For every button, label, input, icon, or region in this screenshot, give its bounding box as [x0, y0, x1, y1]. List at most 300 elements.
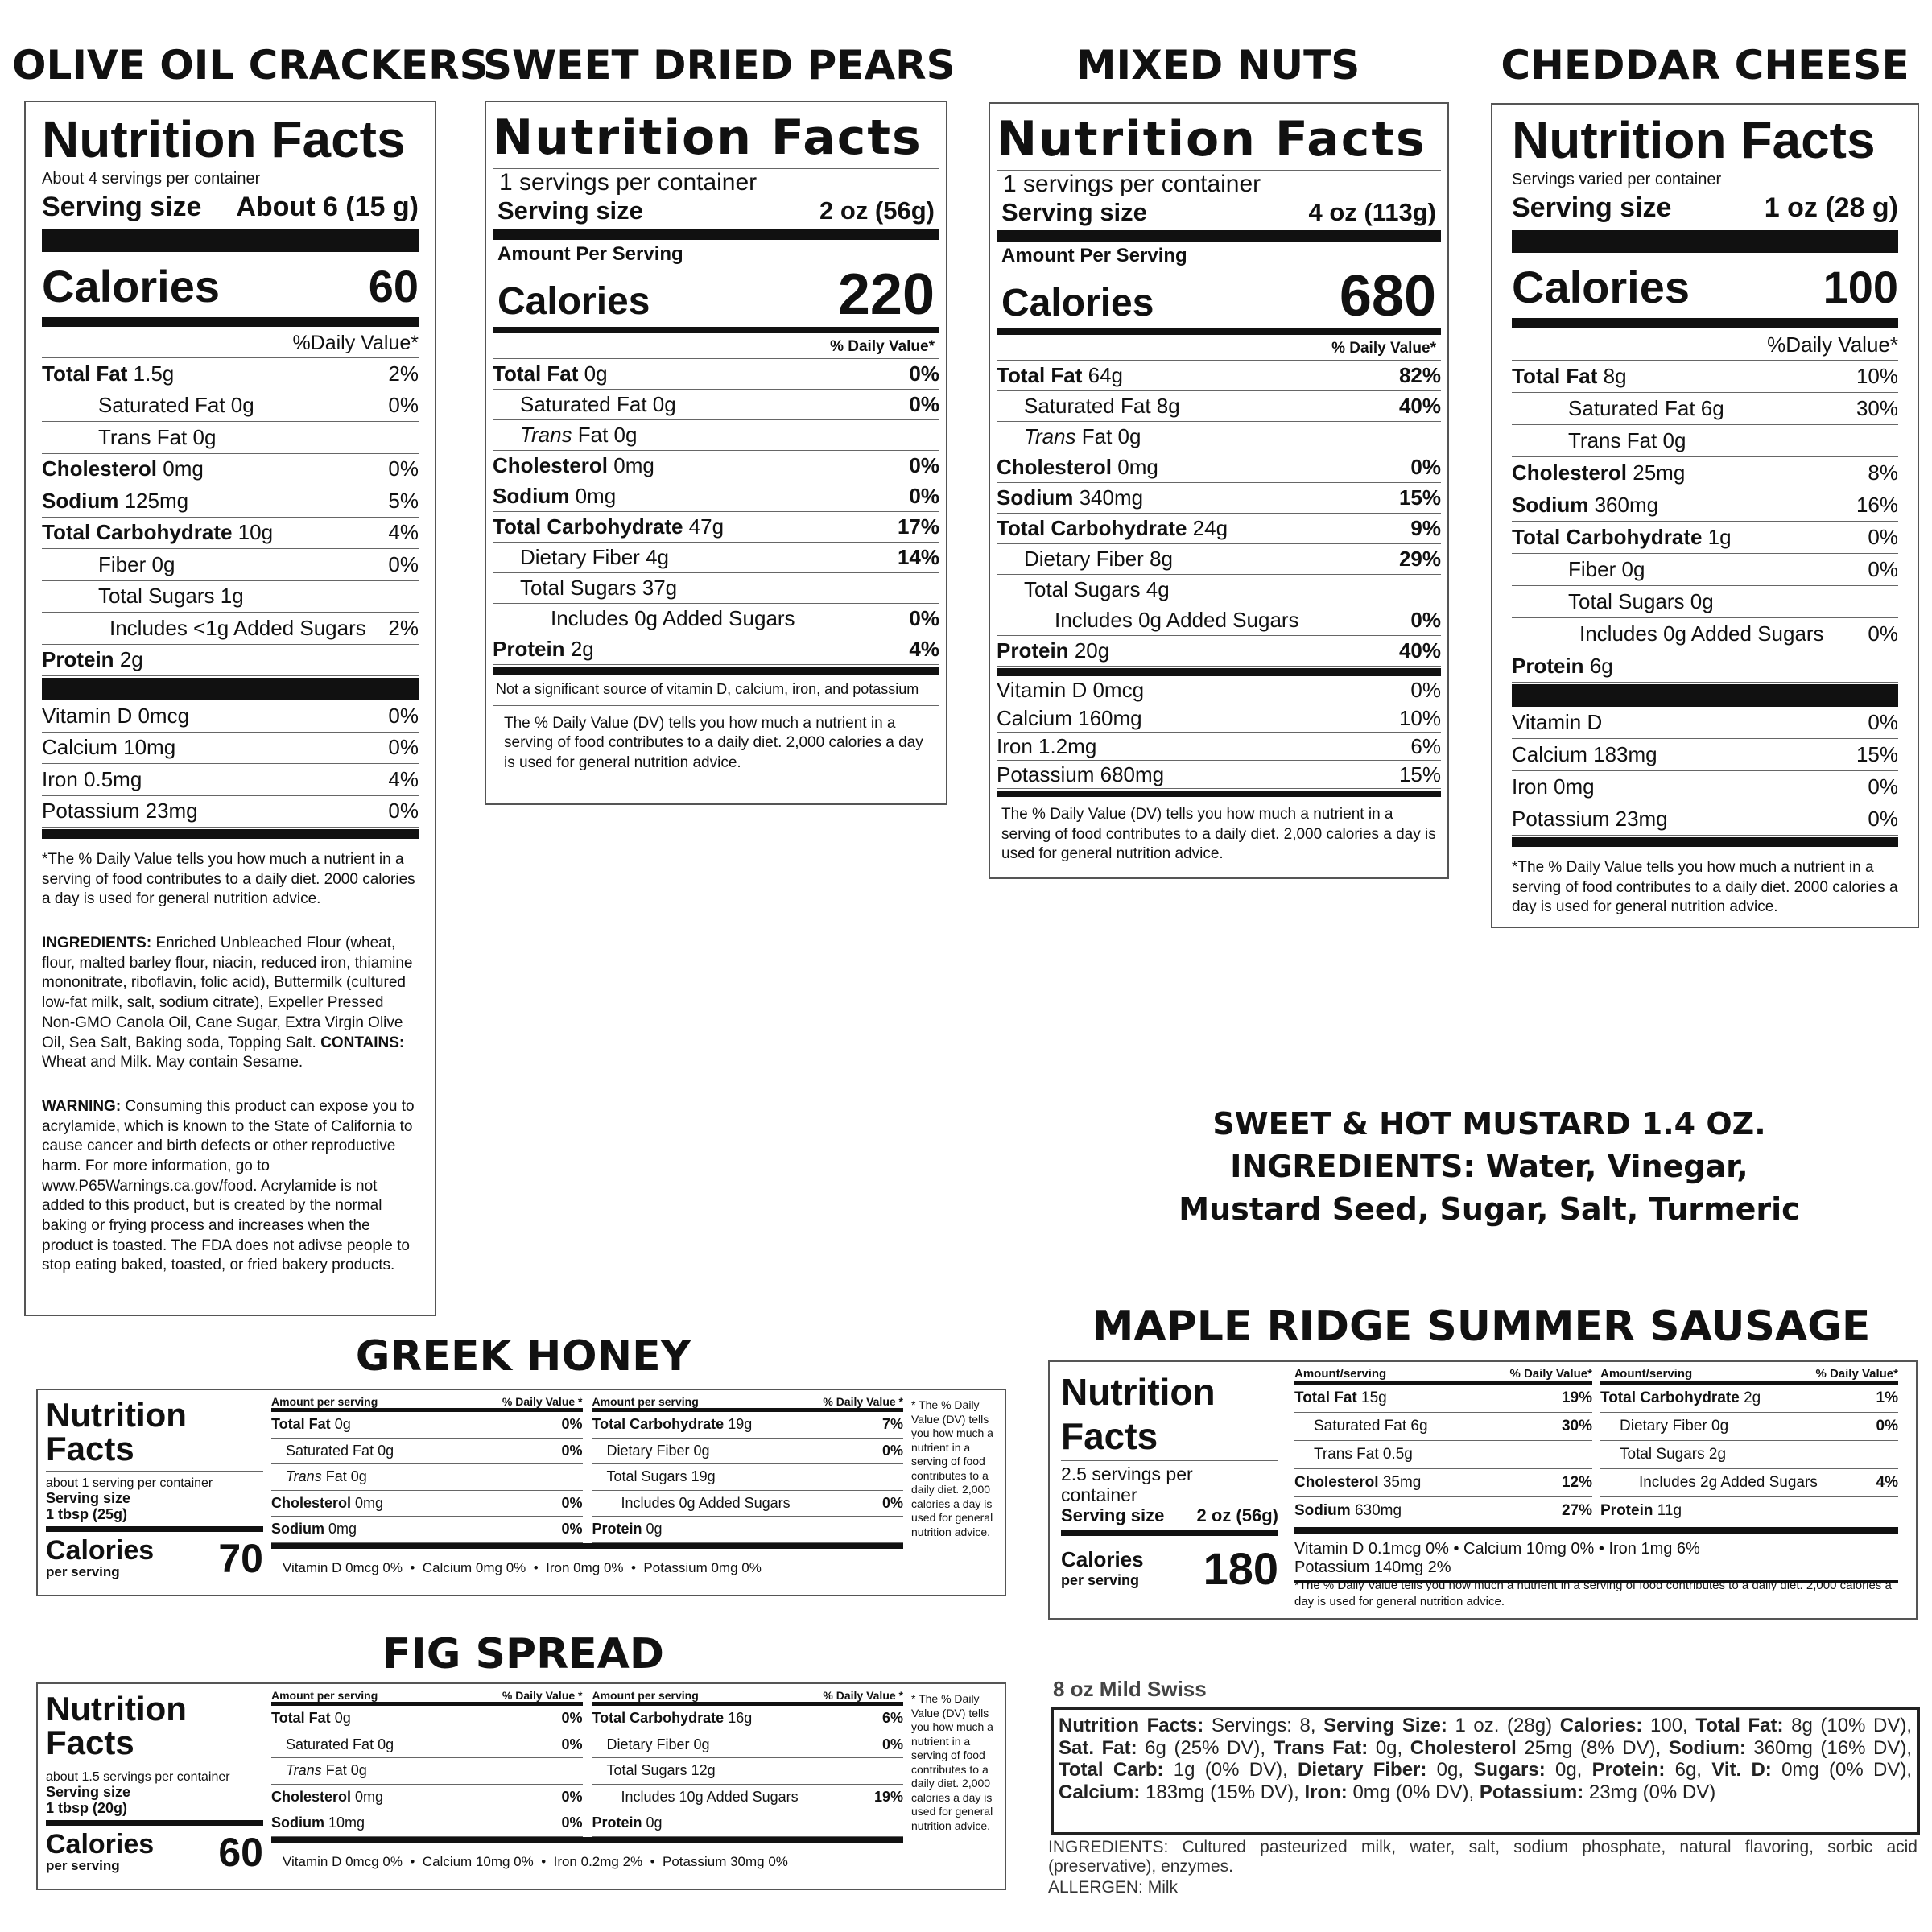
nutrient-name: Total Carbohydrate [592, 1710, 724, 1727]
nutrient-amount: 2g [119, 647, 143, 672]
thick-divider [271, 1543, 903, 1549]
nutrient-name: Total Carbohydrate [1600, 1389, 1740, 1406]
nutrient-row-total-fat [271, 1706, 583, 1732]
nutrient-label [592, 1814, 663, 1831]
column-header [592, 1689, 904, 1706]
nutrient-label [493, 637, 594, 662]
nutrient-name: Saturated Fat [286, 1736, 374, 1752]
dv-header: % Daily Value* [1815, 1367, 1898, 1381]
nutrient-label [1294, 1446, 1413, 1463]
vitamin-row-iron-0-5mg [42, 764, 419, 796]
nutrient-label [592, 1416, 753, 1433]
vitamin-dv: 6% [1410, 733, 1441, 758]
vitamin-name: Iron 1.2mg [997, 733, 1097, 758]
nutrient-dv: 1% [1876, 1389, 1898, 1406]
nutrient-amount: 24g [1192, 516, 1228, 540]
nutrient-row-dietary-fiber [592, 1439, 904, 1465]
nutrient-amount: 0mg [575, 484, 617, 508]
amount-header: Amount per serving [592, 1395, 699, 1408]
nutrient-row-saturated-fat [1512, 393, 1898, 425]
nutrient-row-total-carbohydrate [997, 514, 1441, 544]
nutrient-amount: 125mg [124, 488, 189, 513]
crackers-serving-size [42, 192, 419, 223]
nutrient-name: Trans Fat [1314, 1446, 1379, 1463]
vitamin-row-potassium-23mg [1512, 803, 1898, 836]
nutrient-name: Includes 2g Added Sugars [1639, 1474, 1818, 1491]
sausage-vitamins-2: Potassium 140mg 2% [1294, 1558, 1451, 1576]
nutrient-name: Includes 0g Added Sugars [1579, 621, 1824, 646]
nutrient-label [42, 584, 244, 609]
honey-heading [46, 1398, 263, 1466]
vitamin-rows [1512, 707, 1898, 836]
nutrient-dv: 0% [909, 606, 939, 630]
vitamin-row-calcium-10mg [42, 733, 419, 765]
calories-label: Calories [1001, 282, 1154, 324]
nutrient-amount: 8g [1156, 394, 1180, 418]
nutrient-amount: 0g [378, 1736, 394, 1752]
nutrient-name: Sodium [271, 1521, 324, 1538]
nutrient-dv: 2% [388, 361, 419, 386]
vitamin-dv: 0% [1868, 774, 1898, 799]
nutrient-dv: 0% [909, 392, 939, 416]
nutrient-dv: 4% [909, 637, 939, 661]
sausage-label [1048, 1360, 1918, 1620]
calories-value: 60 [218, 1829, 263, 1875]
nuts-serving-size [997, 198, 1441, 227]
nutrient-name: Cholesterol [493, 453, 609, 477]
nutrient-amount: 6g [1700, 396, 1724, 420]
nutrient-label [493, 514, 724, 539]
heading-line1: Nutrition [1061, 1371, 1216, 1413]
nutrient-label [997, 394, 1180, 419]
vitamin-name: Potassium 680mg [997, 762, 1165, 786]
crackers-heading: Nutrition Facts [42, 110, 406, 168]
nutrient-column [592, 1689, 904, 1837]
nutrient-row-includes-0g-added-sugars [592, 1491, 904, 1517]
nutrient-dv: 0% [561, 1710, 583, 1727]
vitamin-name: Calcium 10mg [42, 735, 176, 760]
amount-header: Amount/serving [1294, 1367, 1387, 1381]
fig-label [36, 1682, 1006, 1890]
nutrient-dv: 14% [897, 545, 939, 569]
nutrient-label [42, 616, 366, 641]
nutrient-row-trans [271, 1758, 583, 1785]
thick-divider [46, 1820, 263, 1826]
nutrient-name: Protein [997, 638, 1069, 663]
vitamin-name: Potassium 23mg [1512, 807, 1668, 831]
nutrient-label [42, 489, 188, 514]
nutrient-row-total-fat [42, 358, 419, 390]
vitamin-row-calcium-160mg [997, 704, 1441, 733]
nutrient-name: Sodium [1512, 493, 1589, 517]
heading-line1: Nutrition [46, 1396, 187, 1434]
dv-header: % Daily Value* [997, 335, 1441, 361]
amount-header: Amount per serving [592, 1689, 699, 1702]
fig-heading [46, 1692, 263, 1760]
nutrient-name: Trans Fat [1568, 428, 1657, 452]
nutrient-row-total-carbohydrate [1600, 1385, 1898, 1413]
nutrient-row-trans-fat [1512, 425, 1898, 457]
nutrient-row-trans-fat [42, 422, 419, 454]
nutrient-amount: 1g [220, 584, 244, 609]
vitamin-row-vitamin-d [997, 676, 1441, 704]
nutrient-amount: 0g [1711, 1418, 1729, 1435]
heading-line2: Facts [46, 1724, 134, 1761]
nutrient-dv: 17% [897, 514, 939, 539]
serving-size-label: Serving size [1512, 192, 1672, 223]
pears-note: Not a significant source of vitamin D, calcium, iron, and potassium [493, 675, 939, 706]
nutrient-name: Total Fat [493, 361, 579, 386]
crackers-ingredients [42, 934, 419, 1073]
nutrient-label [42, 393, 254, 418]
nutrient-dv: 4% [388, 520, 419, 545]
nutrient-name: Total Carbohydrate [997, 516, 1187, 540]
nutrient-name: Protein [1512, 654, 1584, 678]
nutrient-name: Sodium [997, 485, 1074, 510]
thick-divider [1294, 1527, 1898, 1534]
serving-size-label: Serving size [46, 1490, 131, 1506]
nutrient-row-dietary-fiber [1600, 1413, 1898, 1441]
serving-size-value: 4 oz (113g) [1308, 198, 1436, 226]
vitamin-dv: 0% [388, 799, 419, 824]
nutrient-label [493, 453, 654, 478]
nutrient-label [42, 456, 204, 481]
nutrient-amount: 8g [1150, 547, 1173, 571]
nutrient-label [1600, 1474, 1818, 1492]
nutrient-row-total-fat [997, 361, 1441, 391]
thick-divider [1512, 318, 1898, 328]
sausage-heading [1061, 1370, 1278, 1459]
thick-divider [493, 229, 939, 240]
dv-header: % Daily Value* [493, 333, 939, 359]
nutrient-label [1512, 493, 1658, 518]
nutrient-name: Total Carbohydrate [42, 520, 233, 545]
nutrient-amount: 630mg [1354, 1502, 1402, 1519]
nutrient-dv: 9% [1410, 516, 1441, 540]
nutrient-row-total-fat [271, 1412, 583, 1439]
swiss-allergen: ALLERGEN: Milk [1048, 1878, 1179, 1897]
nutrient-row-trans-fat [1294, 1441, 1592, 1469]
nutrient-name: Sodium [493, 484, 570, 508]
nutrient-label [42, 647, 143, 672]
nutrient-row-dietary-fiber [592, 1732, 904, 1759]
nutrient-amount: 0g [652, 392, 676, 416]
nutrient-dv: 0% [561, 1416, 583, 1433]
nutrient-label [271, 1710, 351, 1727]
nutrient-name: Saturated Fat [98, 393, 225, 418]
nutrient-amount: 0mg [163, 456, 204, 481]
nutrient-name: Cholesterol [271, 1494, 352, 1511]
sausage-title: MAPLE RIDGE SUMMER SAUSAGE [1092, 1302, 1871, 1351]
nutrient-label [592, 1710, 753, 1727]
heading-line1: Nutrition [46, 1690, 187, 1728]
nutrient-amount: 0g [378, 1442, 394, 1459]
vitamin-name: Iron 0.5mg [42, 766, 142, 791]
nutrient-dv: 8% [1868, 460, 1898, 485]
nutrient-amount: 0g [646, 1521, 663, 1538]
thick-divider [42, 317, 419, 327]
nutrient-label [271, 1762, 367, 1779]
nutrient-name: Total Fat [1294, 1389, 1357, 1406]
nutrient-label [1294, 1474, 1421, 1492]
nutrient-dv: 40% [1398, 638, 1441, 663]
nutrient-dv: 0% [909, 453, 939, 477]
nutrient-amount: 4g [646, 545, 669, 569]
nutrient-name: Fiber [98, 551, 147, 576]
cheddar-servings: Servings varied per container [1512, 171, 1722, 188]
amount-header: Amount/serving [1600, 1367, 1693, 1381]
mustard-text [1111, 1103, 1868, 1232]
vitamin-row-vitamin-d [42, 700, 419, 733]
calories-value: 70 [218, 1535, 263, 1581]
nutrient-amount: 19g [691, 1468, 716, 1485]
ingredients-label: INGREDIENTS: [42, 935, 152, 952]
calories-label: Calories [1061, 1547, 1144, 1572]
nutrient-dv: 0% [561, 1442, 583, 1459]
nutrient-dv: 2% [388, 615, 419, 640]
nutrient-row-saturated-fat [271, 1439, 583, 1465]
nutrient-amount: 1g [1707, 525, 1732, 549]
nutrient-label [1294, 1418, 1428, 1435]
vitamin-row-iron-1-2mg [997, 733, 1441, 761]
thick-divider [46, 1526, 263, 1532]
nutrient-label [997, 455, 1158, 480]
crackers-calories [42, 260, 419, 312]
nutrient-row-protein [997, 636, 1441, 667]
serving-size-label: Serving size [497, 196, 643, 225]
nutrient-label [997, 547, 1173, 572]
nutrient-amount: 0mg [613, 453, 654, 477]
nutrient-dv: 12% [1561, 1474, 1592, 1491]
nutrient-dv: 19% [1561, 1389, 1592, 1406]
calories-value: 60 [368, 261, 419, 312]
vitamin-dv: 15% [1856, 742, 1898, 766]
nutrient-name: Trans [1024, 424, 1076, 448]
nutrient-name: Total Carbohydrate [592, 1416, 724, 1433]
nutrient-column [592, 1395, 904, 1543]
sausage-serving-size [1061, 1505, 1278, 1526]
nutrient-row-cholesterol [997, 452, 1441, 483]
nutrient-amount: 0g [646, 1814, 663, 1831]
nutrient-amount: 0g [693, 1442, 710, 1459]
fig-title: FIG SPREAD [382, 1630, 665, 1678]
nutrient-label [997, 577, 1170, 602]
honey-label [36, 1389, 1006, 1596]
nutrient-row-total-sugars [592, 1758, 904, 1785]
nutrient-dv: 0% [1868, 557, 1898, 581]
nutrient-row-includes-2g-added-sugars [1600, 1469, 1898, 1497]
nutrient-amount: 0mg [1117, 455, 1158, 479]
nutrient-name: Sodium [42, 488, 119, 513]
nutrient-label [592, 1762, 716, 1779]
sausage-footnote: *The % Daily Value tells you how much a nutrient in a serving of food contributes to a daily diet. 2,000 calories a day is used for general nutrition advice. [1294, 1579, 1892, 1608]
nutrient-amount: 0g [1690, 589, 1714, 613]
nutrient-label [271, 1495, 383, 1512]
column-header [1294, 1367, 1592, 1385]
nutrient-name: Includes <1g Added Sugars [109, 615, 366, 640]
nutrient-amount: 0g [693, 1736, 710, 1752]
warning-text: Consuming this product can expose you to acrylamide, which is known to the State of California to cause cancer and birth defects or other reproductive harm. For more information, go to www.P65Warnings.ca.gov/food. Acrylamide is not added to this product, but is created by the normal baking or frying process and increases when the product is toasted. The FDA does not adivse people to stop eating baked, toasted, or fried bakery products. [42, 1097, 415, 1274]
thick-divider [493, 667, 939, 675]
nutrient-amount: 2g [1708, 1446, 1727, 1463]
crackers-footnote: *The % Daily Value tells you how much a nutrient in a serving of food contributes to a daily diet. 2000 calories a day is used for general nutrition advice. [42, 851, 415, 908]
nutrient-row-includes-0g-added-sugars [493, 604, 939, 634]
nutrient-name: Total Sugars [1024, 577, 1141, 601]
nutrient-row-trans [997, 422, 1441, 452]
nutrient-row-saturated-fat [1294, 1413, 1592, 1441]
nutrient-amount: 2g [1744, 1389, 1761, 1406]
nutrient-name: Total Sugars [606, 1468, 687, 1485]
honey-servings: about 1 serving per container [46, 1476, 213, 1490]
thick-divider [271, 1837, 903, 1843]
nutrient-row-sodium [271, 1810, 583, 1837]
thick-divider [42, 229, 419, 252]
nutrient-name: Saturated Fat [286, 1442, 374, 1459]
nutrient-amount: 340mg [1079, 485, 1144, 510]
cheddar-serving-size [1512, 192, 1898, 224]
serving-size-value: About 6 (15 g) [236, 192, 419, 222]
vitamin-name: Vitamin D 0mcg [997, 677, 1145, 702]
heading-line2: Facts [1061, 1415, 1158, 1458]
nutrient-label [1512, 589, 1714, 614]
nutrient-dv: 6% [881, 1710, 903, 1727]
nutrient-amount: 0g [151, 551, 175, 576]
calories-label: Calories [497, 280, 650, 323]
nutrient-name: Protein [592, 1521, 642, 1538]
nutrient-label [493, 423, 637, 448]
nutrient-dv: 0% [1876, 1418, 1898, 1435]
thick-divider [1512, 684, 1898, 707]
column-header [271, 1689, 583, 1706]
calories-label: Calories [1512, 262, 1690, 312]
nutrient-row-includes-0g-added-sugars [1512, 618, 1898, 650]
nutrient-row-cholesterol [271, 1491, 583, 1517]
vitamin-dv: 0% [1868, 807, 1898, 831]
nutrient-amount: 2g [570, 637, 594, 661]
nutrient-amount: 20g [1074, 638, 1110, 663]
serving-size-value: 1 tbsp (20g) [46, 1799, 128, 1816]
nutrient-name: Total Fat [1512, 364, 1598, 388]
crackers-title: OLIVE OIL CRACKERS [12, 42, 489, 89]
thick-divider [493, 327, 939, 333]
vitamin-dv: 0% [1868, 710, 1898, 734]
nutrient-row-cholesterol [493, 451, 939, 481]
fig-servings: about 1.5 servings per container [46, 1770, 230, 1784]
nutrient-name: Includes 0g Added Sugars [1055, 608, 1299, 632]
crackers-servings: About 4 servings per container [42, 170, 261, 188]
nutrient-row-total-carbohydrate [592, 1412, 904, 1439]
nutrient-row-dietary-fiber [493, 543, 939, 573]
nutrient-label [493, 545, 669, 570]
sausage-vitamins-1: Vitamin D 0.1mcg 0% • Calcium 10mg 0% • Iron 1mg 6% [1294, 1540, 1700, 1558]
nutrient-row-fiber [42, 549, 419, 581]
nutrient-amount: 6g [1410, 1418, 1428, 1435]
nutrient-label [592, 1736, 710, 1753]
nutrient-dv: 5% [388, 488, 419, 513]
nutrient-name: Includes 0g Added Sugars [551, 606, 795, 630]
dv-header: %Daily Value* [42, 327, 419, 358]
nutrient-dv: 0% [909, 361, 939, 386]
nutrient-name: Cholesterol [42, 456, 158, 481]
nutrient-amount: 8g [1603, 364, 1627, 388]
nutrient-label [1512, 654, 1613, 679]
nutrient-dv: 0% [1868, 621, 1898, 646]
nutrient-rows [42, 358, 419, 676]
serving-size-label: Serving size [1061, 1505, 1165, 1525]
nutrient-row-protein [1512, 650, 1898, 683]
vitamin-name: Vitamin D 0mcg [42, 703, 190, 728]
cheddar-calories [1512, 261, 1898, 313]
nutrient-dv: 0% [561, 1494, 583, 1511]
calories-value: 220 [837, 262, 935, 327]
cheddar-footnote: *The % Daily Value tells you how much a nutrient in a serving of food contributes to a daily diet. 2000 calories a day is used for general nutrition advice. [1512, 859, 1898, 916]
contains-label: CONTAINS: [320, 1034, 405, 1051]
column-header [592, 1395, 904, 1412]
nutrient-amount: 47g [688, 514, 724, 539]
nutrient-column [271, 1395, 583, 1543]
nutrient-label [1600, 1389, 1761, 1407]
nutrient-row-trans [271, 1464, 583, 1491]
nutrient-row-includes-10g-added-sugars [592, 1785, 904, 1811]
vitamin-name: Calcium 160mg [997, 705, 1142, 730]
nutrient-name: Saturated Fat [1314, 1418, 1407, 1435]
nutrient-label [1512, 396, 1724, 421]
nutrient-label [42, 552, 175, 577]
dv-header: % Daily Value * [823, 1395, 903, 1408]
nutrient-name: Total Carbohydrate [1512, 525, 1703, 549]
dv-header: % Daily Value * [823, 1689, 903, 1702]
nutrient-row-total-carbohydrate [493, 512, 939, 543]
cheddar-label [1491, 103, 1919, 928]
nutrient-dv: 0% [881, 1736, 903, 1752]
thick-divider [997, 230, 1441, 242]
nutrient-amount: 37g [642, 576, 678, 600]
nutrient-row-total-fat [1512, 361, 1898, 393]
nutrient-row-total-carbohydrate [1512, 522, 1898, 554]
fig-calories [46, 1829, 263, 1876]
serving-size-value: 1 oz (28 g) [1764, 192, 1898, 223]
nutrient-row-protein [592, 1517, 904, 1543]
pears-calories [493, 262, 939, 327]
nutrient-amount: 4g [1146, 577, 1170, 601]
vitamin-dv: 0% [388, 735, 419, 760]
nutrient-label [271, 1814, 365, 1831]
nutrient-name: Cholesterol [1294, 1474, 1379, 1491]
nutrient-label [592, 1495, 791, 1512]
nutrient-row-total-sugars [42, 581, 419, 613]
pears-servings: 1 servings per container [493, 168, 939, 196]
nutrient-rows [997, 361, 1441, 667]
vitamin-row-iron-0mg [1512, 771, 1898, 803]
crackers-label [24, 101, 436, 1316]
amount-header: Amount per serving [271, 1689, 378, 1702]
nutrient-dv: 0% [1410, 608, 1441, 632]
dv-header: % Daily Value * [502, 1395, 583, 1408]
amount-header: Amount per serving [271, 1395, 378, 1408]
nutrient-name: Protein [493, 637, 565, 661]
nutrient-label [42, 425, 216, 450]
nutrient-label [592, 1789, 799, 1806]
nutrient-amount: 0g [230, 393, 254, 418]
nutrient-label [1512, 364, 1627, 389]
nutrient-label [271, 1416, 351, 1433]
nutrient-dv: 0% [388, 551, 419, 576]
honey-calories [46, 1535, 263, 1582]
nutrient-row-total-carbohydrate [42, 518, 419, 550]
nutrient-label [493, 484, 616, 509]
nuts-footnote: The % Daily Value (DV) tells you how much a nutrient in a serving of food contributes to a daily diet. 2,000 calories a day is used for general nutrition advice. [1001, 806, 1436, 863]
nutrient-row-saturated-fat [493, 390, 939, 420]
